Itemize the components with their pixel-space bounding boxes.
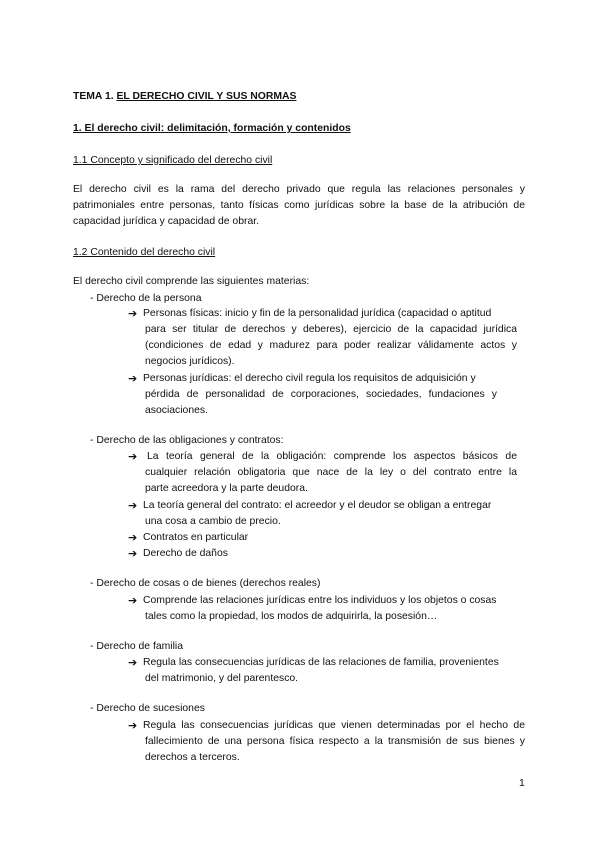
- bullet-line: Regula las consecuencias jurídicas que vienen determinadas por el hecho de: [143, 720, 525, 731]
- bullet-line: una cosa a cambio de precio.: [145, 516, 281, 527]
- bullet-line: negocios jurídicos).: [145, 356, 235, 367]
- arrow-right-icon: ➔: [128, 451, 138, 463]
- list-group-label: - Derecho de las obligaciones y contratos:: [90, 435, 284, 446]
- bullet-line: tales como la propiedad, los modos de adquirirla, la posesión…: [145, 611, 438, 622]
- bullet-line: parte acreedora y la parte deudora.: [145, 483, 308, 494]
- arrow-right-icon: ➔: [128, 500, 138, 512]
- arrow-right-icon: ➔: [128, 657, 138, 669]
- arrow-right-icon: ➔: [128, 548, 138, 560]
- paragraph-line: patrimoniales entre personas, tanto físicas como jurídicas sobre la base de la atribución de: [73, 200, 525, 211]
- bullet-line: Comprende las relaciones jurídicas entre los individuos y los objetos o cosas: [143, 595, 497, 606]
- bullet-line: Regula las consecuencias jurídicas de las relaciones de familia, provenientes: [143, 657, 499, 668]
- bullet-line: Contratos en particular: [143, 532, 249, 543]
- paragraph-line: capacidad jurídica y capacidad de obrar.: [73, 216, 259, 227]
- list-group-label: - Derecho de sucesiones: [90, 703, 205, 714]
- bullet-line: para ser titular de derechos y deberes), ejercicio de la capacidad jurídica: [145, 324, 517, 335]
- bullet-line: La teoría general de la obligación: comprende los aspectos básicos de: [147, 451, 517, 462]
- section-1-title: 1. El derecho civil: delimitación, formación y contenidos: [73, 123, 351, 134]
- document-heading: [73, 90, 296, 104]
- heading-prefix: TEMA 1.: [73, 91, 117, 102]
- bullet-line: Personas físicas: inicio y fin de la personalidad jurídica (capacidad o aptitud: [143, 308, 492, 319]
- heading-title: EL DERECHO CIVIL Y SUS NORMAS: [116, 91, 297, 102]
- bullet-line: (condiciones de edad y madurez para poder realizar válidamente actos y: [145, 340, 517, 351]
- bullet-line: asociaciones.: [145, 405, 208, 416]
- bullet-line: fallecimiento de una persona física respecto a la transmisión de sus bienes y: [145, 736, 525, 747]
- bullet-line: del matrimonio, y del parentesco.: [145, 673, 299, 684]
- bullet-line: pérdida de personalidad de corporaciones, sociedades, fundaciones y: [145, 389, 497, 400]
- subsection-1-2-title: 1.2 Contenido del derecho civil: [73, 247, 216, 258]
- arrow-right-icon: ➔: [128, 720, 138, 732]
- bullet-line: derechos a terceros.: [145, 752, 240, 763]
- arrow-right-icon: ➔: [128, 373, 138, 385]
- bullet-line: Derecho de daños: [143, 548, 228, 559]
- list-group-label: - Derecho de familia: [90, 641, 183, 652]
- page-number: 1: [519, 778, 525, 789]
- paragraph-line: El derecho civil es la rama del derecho privado que regula las relaciones personales y: [73, 184, 525, 195]
- intro-line: El derecho civil comprende las siguientes materias:: [73, 276, 310, 287]
- arrow-right-icon: ➔: [128, 595, 138, 607]
- arrow-right-icon: ➔: [128, 532, 138, 544]
- bullet-line: La teoría general del contrato: el acreedor y el deudor se obligan a entregar: [143, 500, 492, 511]
- bullet-line: Personas jurídicas: el derecho civil regula los requisitos de adquisición y: [143, 373, 476, 384]
- subsection-1-1-title: 1.1 Concepto y significado del derecho civil: [73, 155, 273, 166]
- list-group-label: - Derecho de la persona: [90, 293, 202, 304]
- list-group-label: - Derecho de cosas o de bienes (derechos reales): [90, 578, 321, 589]
- arrow-right-icon: ➔: [128, 308, 138, 320]
- bullet-line: cualquier relación obligatoria que nace de la ley o del contrato entre la: [145, 467, 517, 478]
